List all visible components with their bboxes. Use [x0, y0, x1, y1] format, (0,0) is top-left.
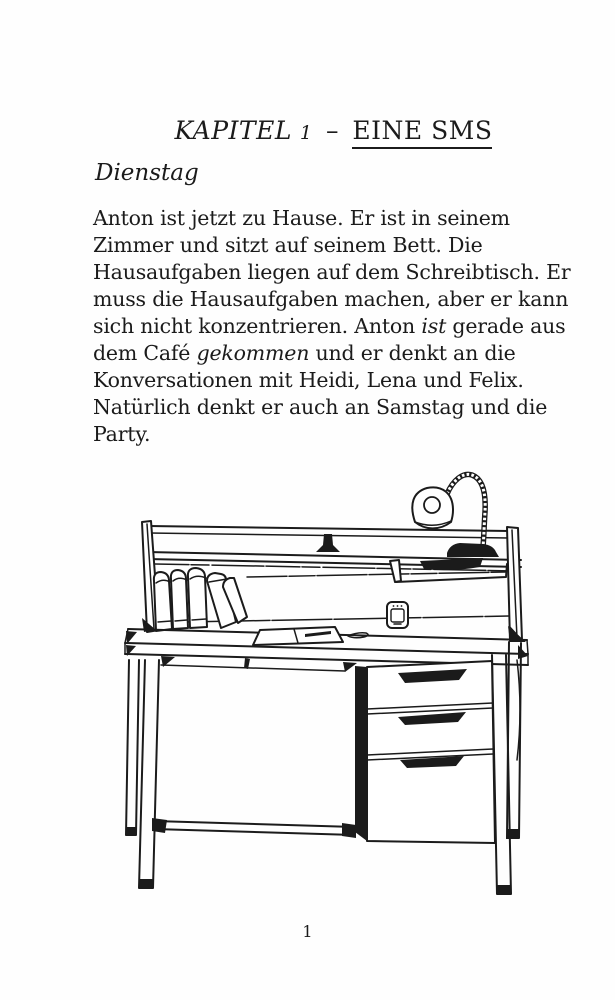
books: [154, 568, 247, 631]
desk-lamp: [412, 474, 499, 557]
kneehole-rail: [152, 818, 356, 838]
paragraph-line: Natürlich denkt er auch an Samstag und die: [93, 395, 548, 419]
paragraph-line: dem Café gekommen und er denkt an die: [93, 341, 516, 365]
chapter-name: EINE SMS: [352, 116, 492, 149]
chapter-label: KAPITEL: [174, 116, 292, 145]
paragraph-line: Hausaufgaben liegen auf dem Schreibtisch. Er: [93, 260, 571, 284]
paragraph-line: Party.: [93, 422, 151, 446]
paragraph-line: Zimmer und sitzt auf seinem Bett. Die: [93, 233, 483, 257]
paragraph-line: Konversationen mit Heidi, Lena und Felix.: [93, 368, 524, 392]
lamp-base: [447, 543, 499, 557]
chapter-number: 1: [299, 122, 313, 144]
chapter-title: [26, 116, 615, 145]
day-heading: Dienstag: [95, 160, 199, 186]
smartphone: [387, 602, 408, 628]
paragraph-line: Anton ist jetzt zu Hause. Er ist in seinem: [93, 206, 510, 230]
desk-illustration: [95, 460, 535, 910]
paragraph-line: sich nicht konzentrieren. Anton ist gerade aus: [93, 314, 566, 338]
drawer-unit: [355, 661, 495, 843]
paragraph-line: muss die Hausaufgaben machen, aber er kann: [93, 287, 569, 311]
story-paragraph: [93, 205, 571, 448]
page-number: 1: [302, 922, 313, 941]
title-separator: –: [325, 116, 339, 145]
